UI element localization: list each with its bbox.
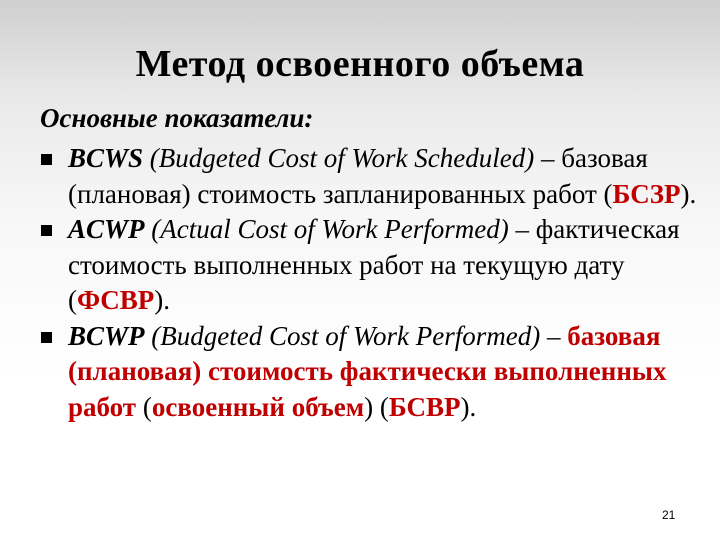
indicator-abbreviation: БСВР xyxy=(388,391,461,422)
square-bullet-icon xyxy=(41,154,52,165)
indicator-term: BCWP xyxy=(68,320,145,351)
indicator-expansion: (Actual Cost of Work Performed) – xyxy=(151,214,529,244)
list-item-bcwp xyxy=(40,319,710,426)
square-bullet-icon xyxy=(41,332,52,343)
indicator-abbreviation: БСЗР xyxy=(612,178,681,209)
indicator-term: BCWS xyxy=(68,143,144,173)
indicator-description: базовая (плановая) стоимость запланированных работ ( xyxy=(68,143,648,209)
indicator-abbreviation: ФСВР xyxy=(77,285,155,315)
slide-title: Метод освоенного объема xyxy=(135,43,585,85)
list-item-bcws xyxy=(40,141,710,212)
indicator-list xyxy=(40,141,710,425)
closing-text: ). xyxy=(154,285,170,315)
indicator-description: базовая (плановая) стоимость фактически выполненных работ xyxy=(68,320,667,422)
closing-text: ). xyxy=(680,178,697,209)
indicator-expansion: (Budgeted Cost of Work Scheduled) – xyxy=(149,143,555,173)
square-bullet-icon xyxy=(41,225,52,236)
list-item-acwp xyxy=(40,212,710,319)
indicator-expansion: (Budgeted Cost of Work Performed) – xyxy=(151,320,561,351)
paren-text: ( xyxy=(136,391,152,422)
indicator-term: ACWP xyxy=(68,214,145,244)
paren-text: ) ( xyxy=(364,391,389,422)
page-number: 21 xyxy=(662,508,676,522)
indicator-alias: освоенный объем xyxy=(151,391,365,422)
indicator-description: фактическая стоимость выполненных работ на текущую дату ( xyxy=(68,214,680,315)
closing-text: ). xyxy=(460,391,477,422)
subtitle: Основные показатели: xyxy=(40,103,314,133)
